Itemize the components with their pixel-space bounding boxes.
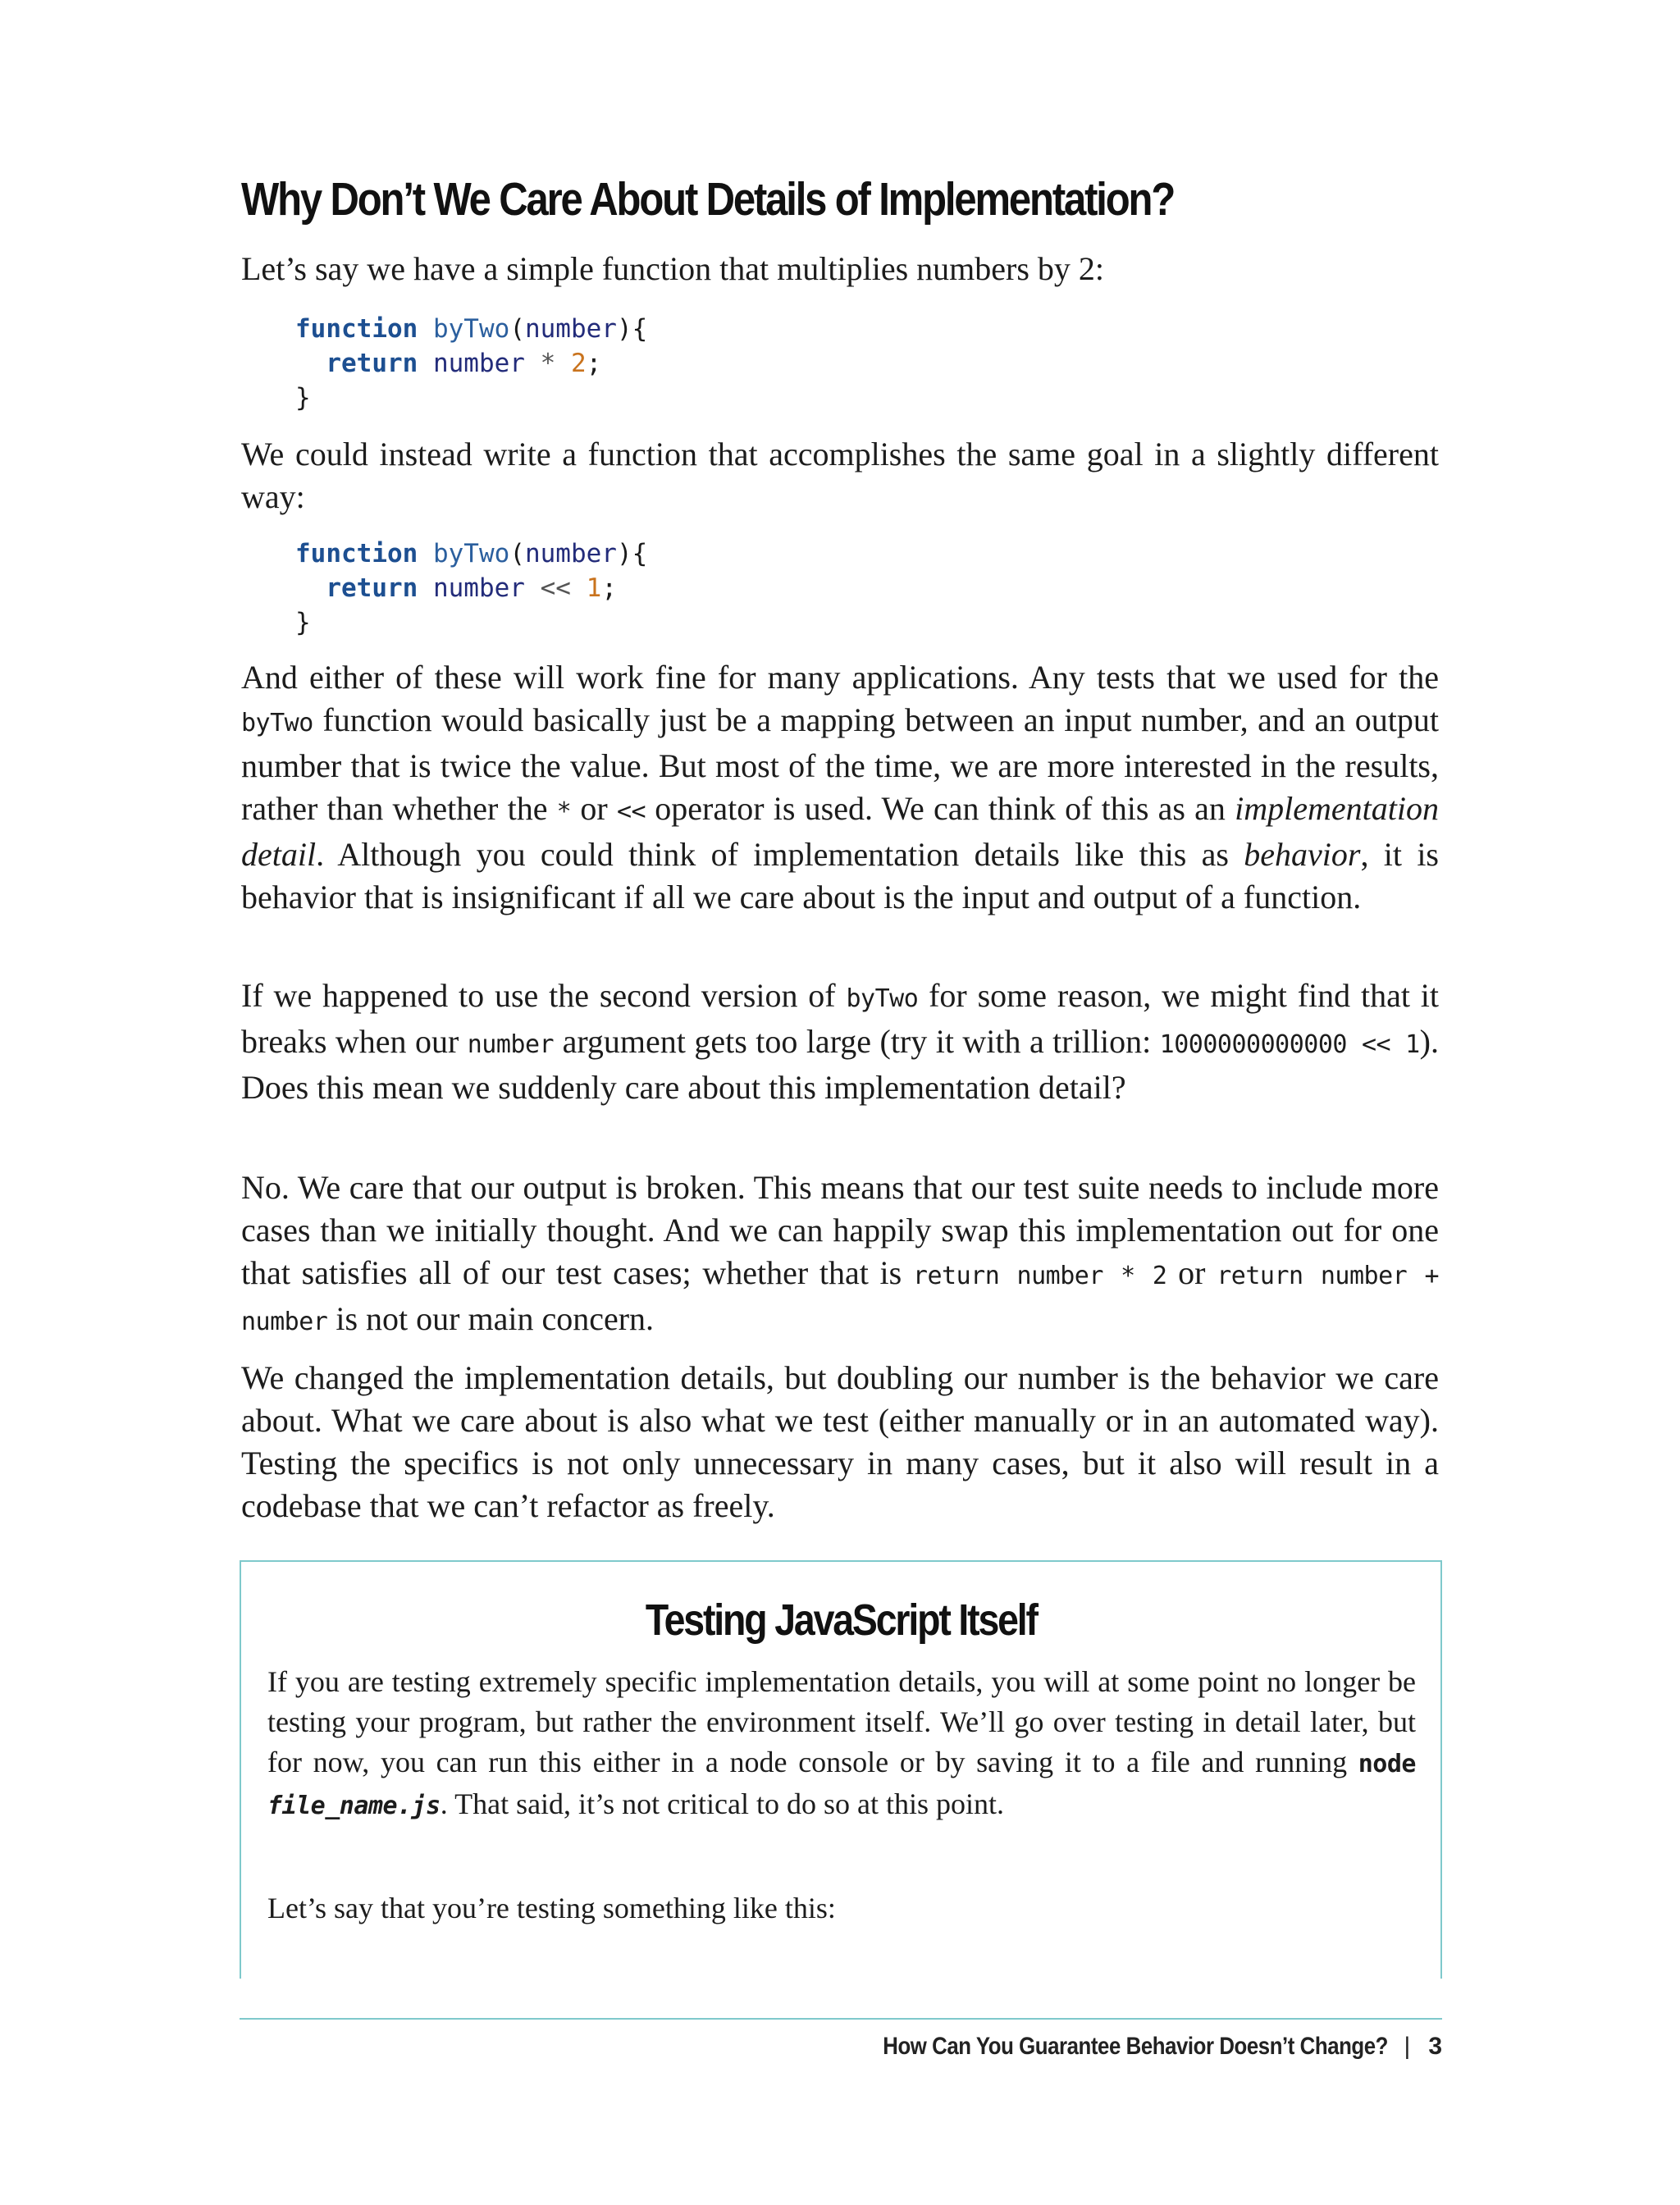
sidebar-title: Testing JavaScript Itself [645,1596,1037,1645]
paragraph-implementation-detail: And either of these will work fine for many applications. Any tests that we used for the byTwo function would basically just be a mapping between an input number, and an output number that is twice the value. But most of the time, we are more interested in the results, rather than whether the * or << operator is used. We can think of this as an implementation detail. Although you could think of implementation details like this as behavior, it is behavior that is insignificant if all we care about is the input and output of a function. [241,659,1440,915]
code-param: number [524,314,617,344]
inline-code: << [616,797,646,826]
code-param: number [524,539,617,568]
code-block-shift: function byTwo(number){ return number << 1; } [295,539,648,637]
chapter-title: How Can You Guarantee Behavior Doesn’t Change? [882,2033,1388,2060]
sidebar-paragraph: Let’s say that you’re testing something like this: [267,1892,836,1924]
code-keyword: return [326,349,418,378]
code-keyword: return [326,573,418,603]
code-function-name: byTwo [432,314,510,344]
code-number: 1 [586,573,602,603]
inline-code: file_name.js [267,1792,441,1820]
paragraph-intro: Let’s say we have a simple function that multiplies numbers by 2: [241,250,1105,287]
inline-code: node [1358,1750,1416,1778]
inline-code: byTwo [846,984,919,1013]
code-keyword: function [295,314,418,344]
paragraph-alternative: We could instead write a function that accomplishes the same goal in a slightly different way: [241,436,1439,515]
page-number: 3 [1428,2033,1442,2060]
running-footer [801,2033,1443,2061]
section-heading: Why Don’t We Care About Details of Implementation? [241,173,1175,226]
inline-code: byTwo [241,709,313,737]
paragraph-behavior: We changed the implementation details, but doubling our number is the behavior we care about. What we care about is also what we test (either manually or in an automated way). Testing the specifics is not only unnecessary in many cases, but it also will result in a codebase that we can’t refactor as freely. [241,1359,1439,1524]
code-block-multiply: function byTwo(number){ return number * 2; } [295,314,648,413]
emphasis: behavior [1244,836,1361,873]
paragraph-test-suite: No. We care that our output is broken. This means that our test suite needs to include more cases than we initially thought. And we can happily swap this implementation out for one that satisfies all of our test cases; whether that is return number * 2 or return number + number is not our main concern. [241,1169,1439,1337]
code-number: 2 [570,349,587,378]
sidebar-paragraph: If you are testing extremely specific implementation details, you will at some point no longer be testing your program, but rather the environment itself. We’ll go over testing in detail later, but for now, you can run this either in a node console or by saving it to a file and running node file_name.js. That said, it’s not critical to do so at this point. [267,1665,1416,1820]
inline-code: return number * 2 [912,1262,1167,1290]
code-variable: number [432,349,525,378]
footer-separator: | [1404,2033,1411,2060]
code-variable: number [432,573,525,603]
code-keyword: function [295,539,418,568]
emphasis: implementation detail [241,790,1440,873]
code-operator: * [540,349,556,378]
code-operator: << [540,573,571,603]
code-function-name: byTwo [432,539,510,568]
inline-code: return number + number [241,1262,1439,1336]
paragraph-trillion-example: If we happened to use the second version of byTwo for some reason, we might find that it breaks when our number argument gets too large (try it with a trillion: 1000000000000 << 1). Does this mean we suddenly care about this implementation detail? [241,977,1440,1106]
inline-code: 1000000000000 << 1 [1159,1030,1420,1059]
footer-rule [240,2018,1442,2020]
inline-code: number [467,1030,555,1059]
inline-code: * [556,797,572,826]
sidebar-box [240,1560,1442,1979]
